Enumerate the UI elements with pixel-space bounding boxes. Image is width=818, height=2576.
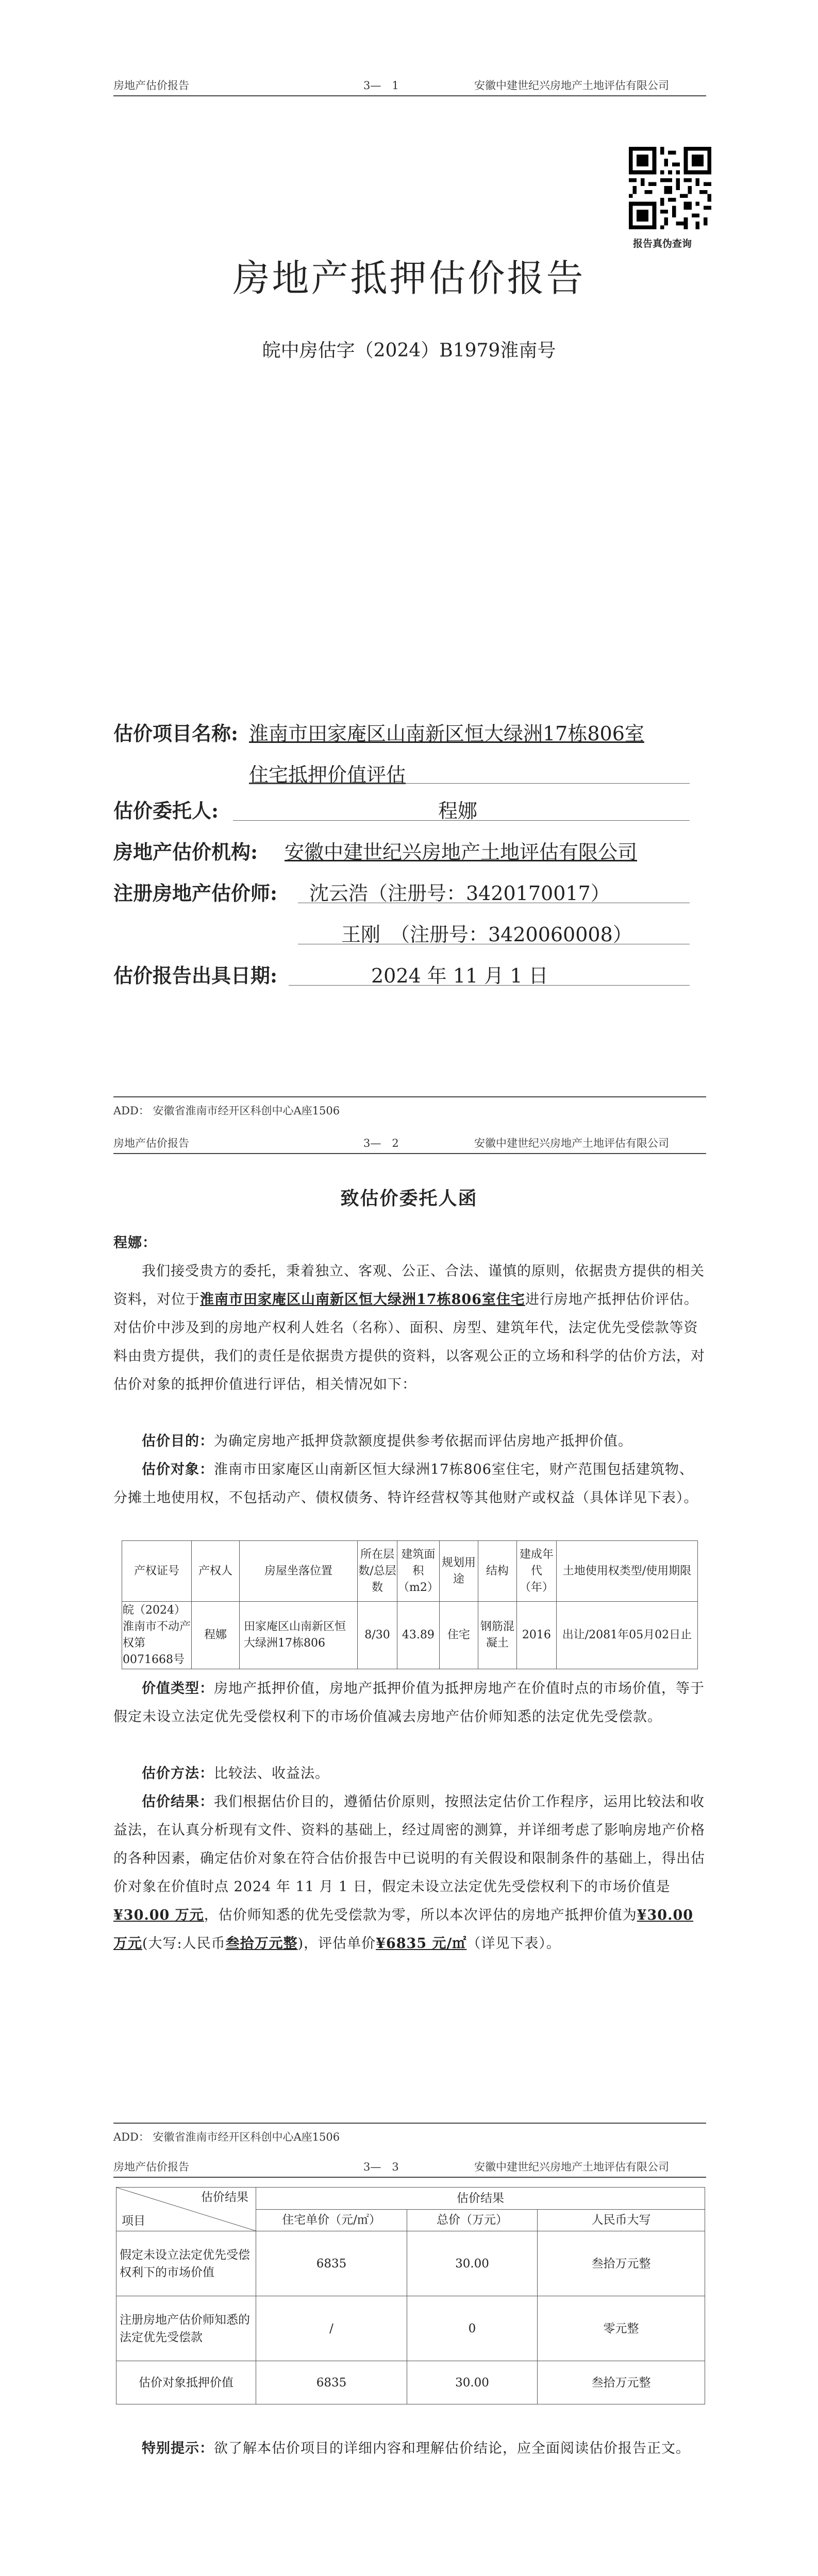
project-label: 估价项目名称:	[113, 722, 239, 745]
special-note	[113, 2434, 706, 2463]
header-page-number: 3— 1	[363, 79, 399, 92]
result-row-market	[116, 2231, 705, 2296]
letter-intro	[113, 1257, 706, 1399]
header-right-2: 安徽中建世纪兴房地产土地评估有限公司	[474, 1137, 669, 1149]
method-paragraph	[113, 1759, 706, 1788]
row-priority-label: 注册房地产估价师知悉的法定优先受偿款	[116, 2296, 256, 2361]
letter-salutation: 程娜：	[113, 1235, 157, 1251]
corner-bottom-label: 项目	[122, 2214, 145, 2228]
row-mortgage-total: 30.00	[407, 2361, 538, 2404]
row-priority-total: 0	[407, 2296, 538, 2361]
letter-title: 致估价委托人函	[340, 1188, 478, 1209]
result-paragraph	[113, 1788, 706, 1958]
valuation-result-table	[116, 2187, 705, 2404]
agency-label: 房地产估价机构:	[113, 840, 258, 863]
footer-address-2: ADD： 安徽省淮南市经开区科创中心A座1506	[113, 2131, 340, 2143]
td-location: 田家庵区山南新区恒大绿洲17栋806	[240, 1602, 358, 1669]
result-text-4: )，评估单价	[297, 1936, 376, 1952]
header-rule-3	[113, 2177, 706, 2178]
value-type-paragraph	[113, 1674, 706, 1731]
market-value: ¥30.00 万元	[113, 1907, 204, 1923]
td-floor: 8/30	[358, 1602, 397, 1669]
special-note-text: 欲了解本估价项目的详细内容和理解估价结论，应全面阅读估价报告正文。	[214, 2441, 690, 2456]
th-land: 土地使用权类型/使用期限	[556, 1541, 697, 1602]
row-market-label: 假定未设立法定优先受偿权利下的市场价值	[116, 2231, 256, 2296]
client-value: 程娜	[438, 800, 478, 822]
th-floor: 所在层数/总层数	[358, 1541, 397, 1602]
result-row-priority	[116, 2296, 705, 2361]
unit-price: ¥6835 元/㎡	[376, 1936, 467, 1952]
intro-text: 我们接受贵方的委托，秉着独立、客观、公正、合法、谨慎的原则，依据贵方提供的相关资料，对位于	[113, 1263, 705, 1308]
th-cert: 产权证号	[122, 1541, 192, 1602]
header-page-number-3: 3— 3	[363, 2161, 399, 2173]
corner-top-label: 估价结果	[201, 2191, 248, 2204]
th-area: 建筑面积（m2）	[397, 1541, 440, 1602]
row-market-total: 30.00	[407, 2231, 538, 2296]
report-title: 房地产抵押估价报告	[232, 257, 586, 300]
purpose-text: 为确定房地产抵押贷款额度提供参考依据而评估房地产抵押价值。	[214, 1433, 632, 1449]
result-label: 估价结果：	[142, 1794, 214, 1810]
td-land: 出让/2081年05月02日止	[556, 1602, 697, 1669]
row-mortgage-label: 估价对象抵押价值	[116, 2361, 256, 2404]
appraiser-label: 注册房地产估价师:	[113, 882, 278, 905]
header-rule-2	[113, 1153, 706, 1154]
result-text-5: （详见下表）。	[466, 1936, 561, 1952]
purpose-paragraph	[113, 1427, 706, 1455]
result-text-1: 我们根据估价目的，遵循估价原则，按照法定估价工作程序，运用比较法和收益法，在认真分析现有文件、资料的基础上，经过周密的测算，并详细考虑了影响房地产价格的各种因素，确定估价对象在符合估价报告中已说明的有关假设和限制条件的基础上，得出估价对象在价值时点 2024 年 11 月 1 日，假定未设立法定优先受偿权利下的市场价值是	[113, 1794, 705, 1895]
client-underline	[233, 820, 690, 821]
value-type-text: 房地产抵押价值，房地产抵押价值为抵押房地产在价值时点的市场价值，等于假定未设立法定优先受偿权利下的市场价值减去房地产估价师知悉的法定优先受偿款。	[113, 1681, 705, 1725]
td-owner: 程娜	[192, 1602, 240, 1669]
result-group-header: 估价结果	[256, 2188, 705, 2210]
footer-rule-2	[113, 2123, 706, 2124]
header-left-2: 房地产估价报告	[113, 1137, 189, 1149]
object-label: 估价对象：	[142, 1462, 214, 1478]
value-in-words: 叁拾万元整	[225, 1936, 298, 1952]
result-text-2: ，估价师知悉的优先受偿款为零，所以本次评估的房地产抵押价值为	[204, 1907, 637, 1923]
th-location: 房屋坐落位置	[240, 1541, 358, 1602]
appraiser-1: 沈云浩（注册号：3420170017）	[309, 882, 610, 905]
td-area: 43.89	[397, 1602, 440, 1669]
property-table-row	[122, 1602, 698, 1669]
report-number: 皖中房估字（2024）B1979淮南号	[262, 340, 556, 361]
appraiser-2: 王刚 （注册号：3420060008）	[341, 923, 632, 946]
header-left: 房地产估价报告	[113, 79, 189, 92]
method-label: 估价方法：	[142, 1766, 214, 1782]
qr-caption: 报告真伪查询	[633, 238, 692, 249]
date-label: 估价报告出具日期:	[113, 964, 278, 987]
row-priority-unit: /	[256, 2296, 407, 2361]
td-year: 2016	[516, 1602, 556, 1669]
footer-rule-1	[113, 1096, 706, 1097]
header-right: 安徽中建世纪兴房地产土地评估有限公司	[474, 79, 669, 92]
th-owner: 产权人	[192, 1541, 240, 1602]
row-market-unit: 6835	[256, 2231, 407, 2296]
special-note-label: 特别提示：	[142, 2441, 214, 2456]
method-text: 比较法、收益法。	[214, 1766, 329, 1782]
property-table-header	[122, 1541, 698, 1602]
row-market-words: 叁拾万元整	[538, 2231, 705, 2296]
object-paragraph	[113, 1455, 706, 1512]
client-label: 估价委托人:	[113, 799, 219, 822]
th-total: 总价（万元）	[407, 2209, 538, 2231]
th-year: 建成年代（年）	[516, 1541, 556, 1602]
agency-value: 安徽中建世纪兴房地产土地评估有限公司	[285, 841, 638, 863]
th-usage: 规划用途	[439, 1541, 478, 1602]
row-priority-words: 零元整	[538, 2296, 705, 2361]
table-corner	[116, 2188, 256, 2231]
property-table	[122, 1540, 698, 1669]
result-text-3: (大写:人民币	[142, 1936, 226, 1952]
date-underline	[289, 985, 690, 986]
th-structure: 结构	[478, 1541, 516, 1602]
project-value-line2: 住宅抵押价值评估	[249, 764, 406, 786]
header-right-3: 安徽中建世纪兴房地产土地评估有限公司	[474, 2161, 669, 2173]
result-table-group-row	[116, 2188, 705, 2210]
th-unit-price: 住宅单价（元/㎡）	[256, 2209, 407, 2231]
mortgage-value: ¥30.00 万元	[113, 1907, 694, 1952]
row-mortgage-unit: 6835	[256, 2361, 407, 2404]
intro-address: 淮南市田家庵区山南新区恒大绿洲17栋806室住宅	[200, 1292, 525, 1308]
date-value: 2024 年 11 月 1 日	[371, 964, 548, 987]
header-left-3: 房地产估价报告	[113, 2161, 189, 2173]
project-value-line1: 淮南市田家庵区山南新区恒大绿洲17栋806室	[249, 722, 644, 745]
project-underline	[249, 783, 690, 784]
qr-code-icon[interactable]	[629, 147, 711, 229]
footer-address-1: ADD： 安徽省淮南市经开区科创中心A座1506	[113, 1105, 340, 1117]
intro-tail: 进行房地产抵押估价评估。对估价中涉及到的房地产权利人姓名（名称）、面积、房型、建筑年代，法定优先受偿款等资料由贵方提供，我们的责任是依据贵方提供的资料，以客观公正的立场和科学的估价方法，对估价对象的抵押价值进行评估，相关情况如下：	[113, 1292, 705, 1393]
object-text: 淮南市田家庵区山南新区恒大绿洲17栋806室住宅，财产范围包括建筑物、分摊土地使用权，不包括动产、债权债务、特许经营权等其他财产或权益（具体详见下表）。	[113, 1462, 698, 1506]
purpose-label: 估价目的：	[142, 1433, 214, 1449]
header-page-number-2: 3— 2	[363, 1137, 399, 1149]
value-type-label: 价值类型：	[142, 1681, 214, 1697]
td-usage: 住宅	[439, 1602, 478, 1669]
th-words: 人民币大写	[538, 2209, 705, 2231]
row-mortgage-words: 叁拾万元整	[538, 2361, 705, 2404]
td-structure: 钢筋混凝土	[478, 1602, 516, 1669]
td-cert: 皖（2024）淮南市不动产权第0071668号	[122, 1602, 192, 1669]
header-rule	[113, 95, 706, 96]
result-row-mortgage	[116, 2361, 705, 2404]
